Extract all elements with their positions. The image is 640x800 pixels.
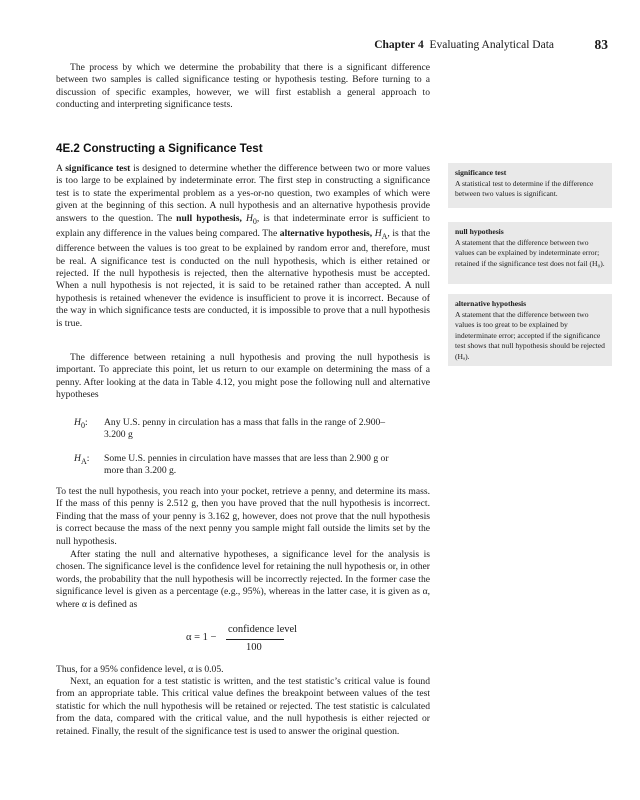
running-header: [0, 36, 640, 56]
fraction-bar: [226, 639, 284, 640]
paragraph-significance-test: A significance test is designed to determine whether the difference between two or more values is too large to be explained by indeterminate error. The first step in constructing a significance test is to state the experimental problem as a yes-or-no question, two examples of which were given at the beginning of this section. A null hypothesis and an alternative hypothesis provide answers to the question. The null hypothesis, $H_0$, is that indeterminate error is sufficient to explain any difference in the values being compared. The alternative hypothesis, $H_A$, is that the difference between the values is too great to be explained by random error and, therefore, must be real. A significance test is conducted on the null hypothesis, which is either retained or rejected. If the null hypothesis is rejected, then the alternative hypothesis must be accepted. When a null hypothesis is not rejected, it is said to be retained rather than accepted. A null hypothesis is retained whenever the evidence is insufficient to prove it is incorrect. Because of the way in which significance tests are conducted, it is impossible to prove that a null hypothesis is true.: [56, 163, 430, 329]
margin-note-null-hypothesis: [448, 222, 612, 284]
margin-term: significance test: [455, 168, 507, 177]
margin-definition: A statement that the difference between two values is too great to be explained by indeterminate error; accepted if the significance test shows that null hypothesis should be rejected (Hₐ).: [455, 309, 605, 361]
chapter-heading: [374, 39, 554, 51]
h0-label: $H_0$:: [74, 417, 88, 430]
section-number: 4E.2: [56, 142, 80, 155]
margin-note-significance-test: [448, 163, 612, 208]
margin-term: alternative hypothesis: [455, 299, 527, 308]
paragraph-significance-level: After stating the null and alternative hypotheses, a significance level for the analysis is chosen. The significance level is the confidence level for retaining the null hypothesis or, in other words, the probability that the null hypothesis will be incorrectly rejected. In the former case the significance level is given as a percentage (e.g., 95%), whereas in the latter case, it is given as α, where α is defined as: [56, 549, 430, 610]
section-title: Constructing a Significance Test: [83, 142, 263, 155]
term-alternative-hypothesis: alternative hypothesis,: [279, 227, 373, 239]
section-heading: [56, 142, 263, 155]
intro-paragraph: The process by which we determine the probability that there is a significant difference between two samples is called significance testing or hypothesis testing. Before turning to a discussion of specific examples, however, we will first establish a general approach to conducting and interpreting significance tests.: [56, 62, 430, 111]
paragraph-penny-test: To test the null hypothesis, you reach into your pocket, retrieve a penny, and determine its mass. If the mass of this penny is 2.512 g, then you have proved that the null hypothesis is incorrect. Finding that the mass of your penny is 3.162 g, however, does not prove that the null hypothesis is correct because the mass of the next penny you sample might fall outside the limits set by the null hypothesis.: [56, 486, 430, 547]
margin-definition: A statement that the difference between two values can be explained by indeterminate error; retained if the significance test does not fail (H₀).: [455, 237, 605, 268]
term-null-hypothesis: null hypothesis,: [176, 212, 242, 224]
chapter-title: Evaluating Analytical Data: [429, 39, 554, 51]
paragraph-retaining: The difference between retaining a null hypothesis and proving the null hypothesis is important. To appreciate this point, let us return to our example on determining the mass of a penny. After looking at the data in Table 4.12, you might pose the following null and alternative hypotheses: [56, 352, 430, 401]
equation-denominator: 100: [246, 642, 262, 653]
h0-text: Any U.S. penny in circulation has a mass that falls in the range of 2.900–3.200 g: [104, 417, 386, 441]
page-number: 83: [594, 37, 608, 52]
equation-numerator: confidence level: [228, 624, 298, 635]
margin-note-alternative-hypothesis: [448, 294, 612, 366]
margin-term: null hypothesis: [455, 227, 504, 236]
equation-lhs: α = 1 −: [186, 632, 217, 643]
chapter-label: Chapter: [374, 39, 416, 51]
term-significance-test: significance test: [65, 163, 131, 174]
ha-label: $H_A$:: [74, 453, 90, 466]
chapter-number: 4: [417, 39, 424, 51]
ha-text: Some U.S. pennies in circulation have masses that are less than 2.900 g or more than 3.200 g.: [104, 453, 389, 477]
margin-definition: A statistical test to determine if the difference between two values is significant.: [455, 178, 594, 199]
paragraph-alpha-example: Thus, for a 95% confidence level, α is 0.05.: [56, 664, 224, 675]
paragraph-test-statistic: Next, an equation for a test statistic is written, and the test statistic’s critical value is found from an appropriate table. This critical value defines the breakpoint between values of the test statistic for which the null hypothesis will be retained or rejected. The test statistic is calculated from the data, compared with the critical value, and the null hypothesis is either rejected or retained. Finally, the result of the significance test is used to answer the original question.: [56, 676, 430, 737]
